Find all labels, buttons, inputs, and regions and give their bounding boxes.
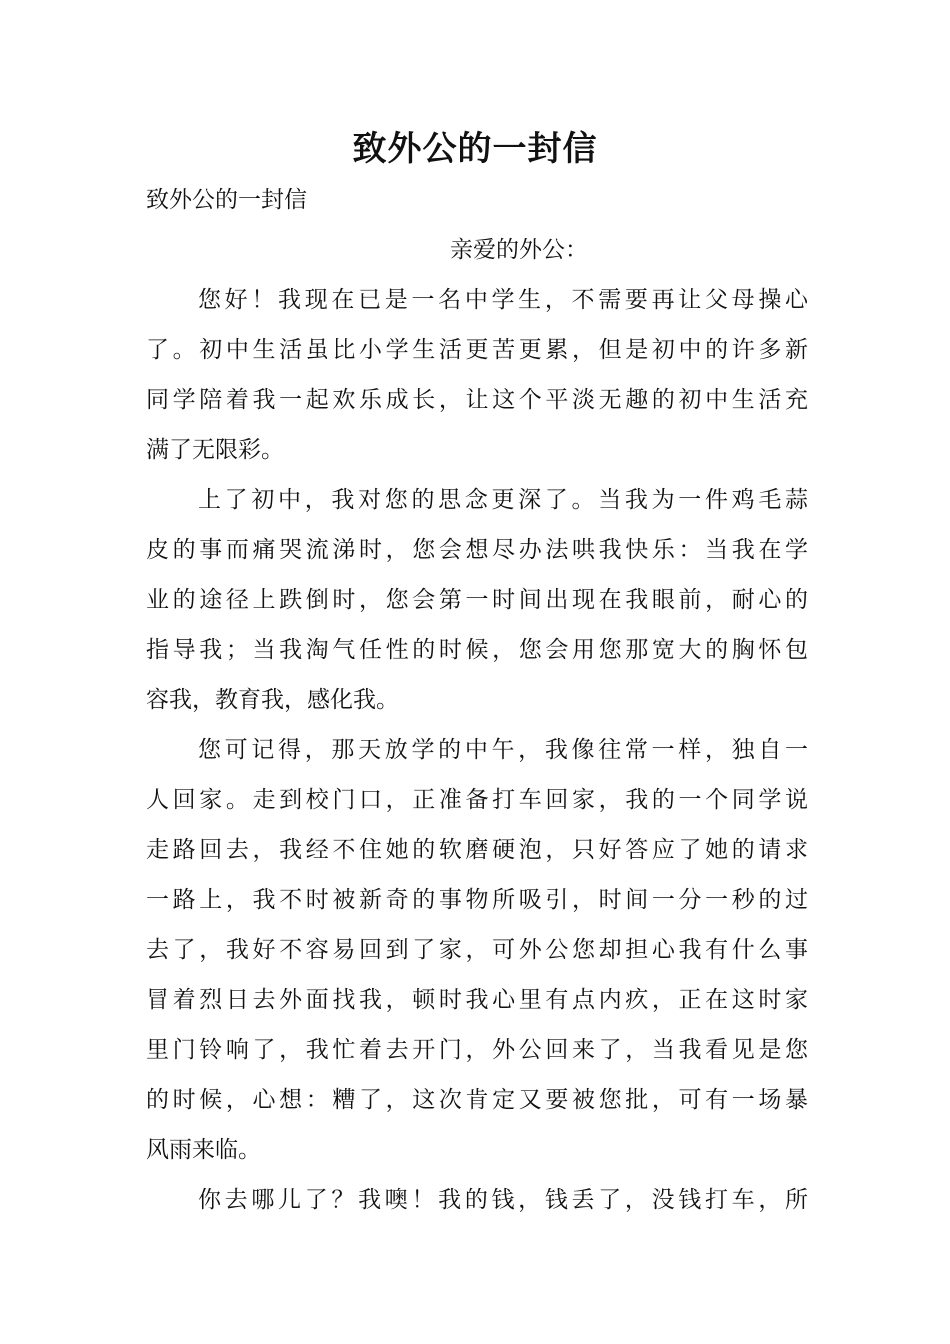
body-line: 满了无限彩。 bbox=[146, 437, 284, 463]
letter-body bbox=[146, 275, 808, 1225]
body-line: 您可记得，那天放学的中午，我像往常一样，独自一 bbox=[198, 737, 808, 763]
body-line: 上了初中，我对您的思念更深了。当我为一件鸡毛蒜 bbox=[198, 487, 808, 513]
body-line: 皮的事而痛哭流涕时，您会想尽办法哄我快乐：当我在学 bbox=[146, 537, 808, 563]
letter-salutation: 亲爱的外公： bbox=[450, 237, 588, 263]
body-line: 指导我；当我淘气任性的时候，您会用您那宽大的胸怀包 bbox=[146, 637, 808, 663]
body-line: 风雨来临。 bbox=[146, 1137, 261, 1163]
body-line: 一路上，我不时被新奇的事物所吸引，时间一分一秒的过 bbox=[146, 887, 808, 913]
document-subtitle: 致外公的一封信 bbox=[146, 187, 307, 213]
document-title: 致外公的一封信 bbox=[352, 129, 598, 169]
body-line: 您好！我现在已是一名中学生，不需要再让父母操心 bbox=[198, 287, 808, 313]
body-line: 了。初中生活虽比小学生活更苦更累，但是初中的许多新 bbox=[146, 337, 808, 363]
body-line: 容我，教育我，感化我。 bbox=[146, 687, 399, 713]
body-line: 业的途径上跌倒时，您会第一时间出现在我眼前，耐心的 bbox=[146, 587, 808, 613]
body-line: 的时候，心想：糟了，这次肯定又要被您批，可有一场暴 bbox=[146, 1087, 808, 1113]
body-line: 人回家。走到校门口，正准备打车回家，我的一个同学说 bbox=[146, 787, 808, 813]
body-line: 你去哪儿了？我噢！我的钱，钱丢了，没钱打车，所 bbox=[198, 1187, 808, 1213]
body-line: 冒着烈日去外面找我，顿时我心里有点内疚，正在这时家 bbox=[146, 987, 808, 1013]
body-line: 走路回去，我经不住她的软磨硬泡，只好答应了她的请求 bbox=[146, 837, 808, 863]
body-line: 里门铃响了，我忙着去开门，外公回来了，当我看见是您 bbox=[146, 1037, 808, 1063]
body-line: 同学陪着我一起欢乐成长，让这个平淡无趣的初中生活充 bbox=[146, 387, 808, 413]
body-line: 去了，我好不容易回到了家，可外公您却担心我有什么事 bbox=[146, 937, 808, 963]
